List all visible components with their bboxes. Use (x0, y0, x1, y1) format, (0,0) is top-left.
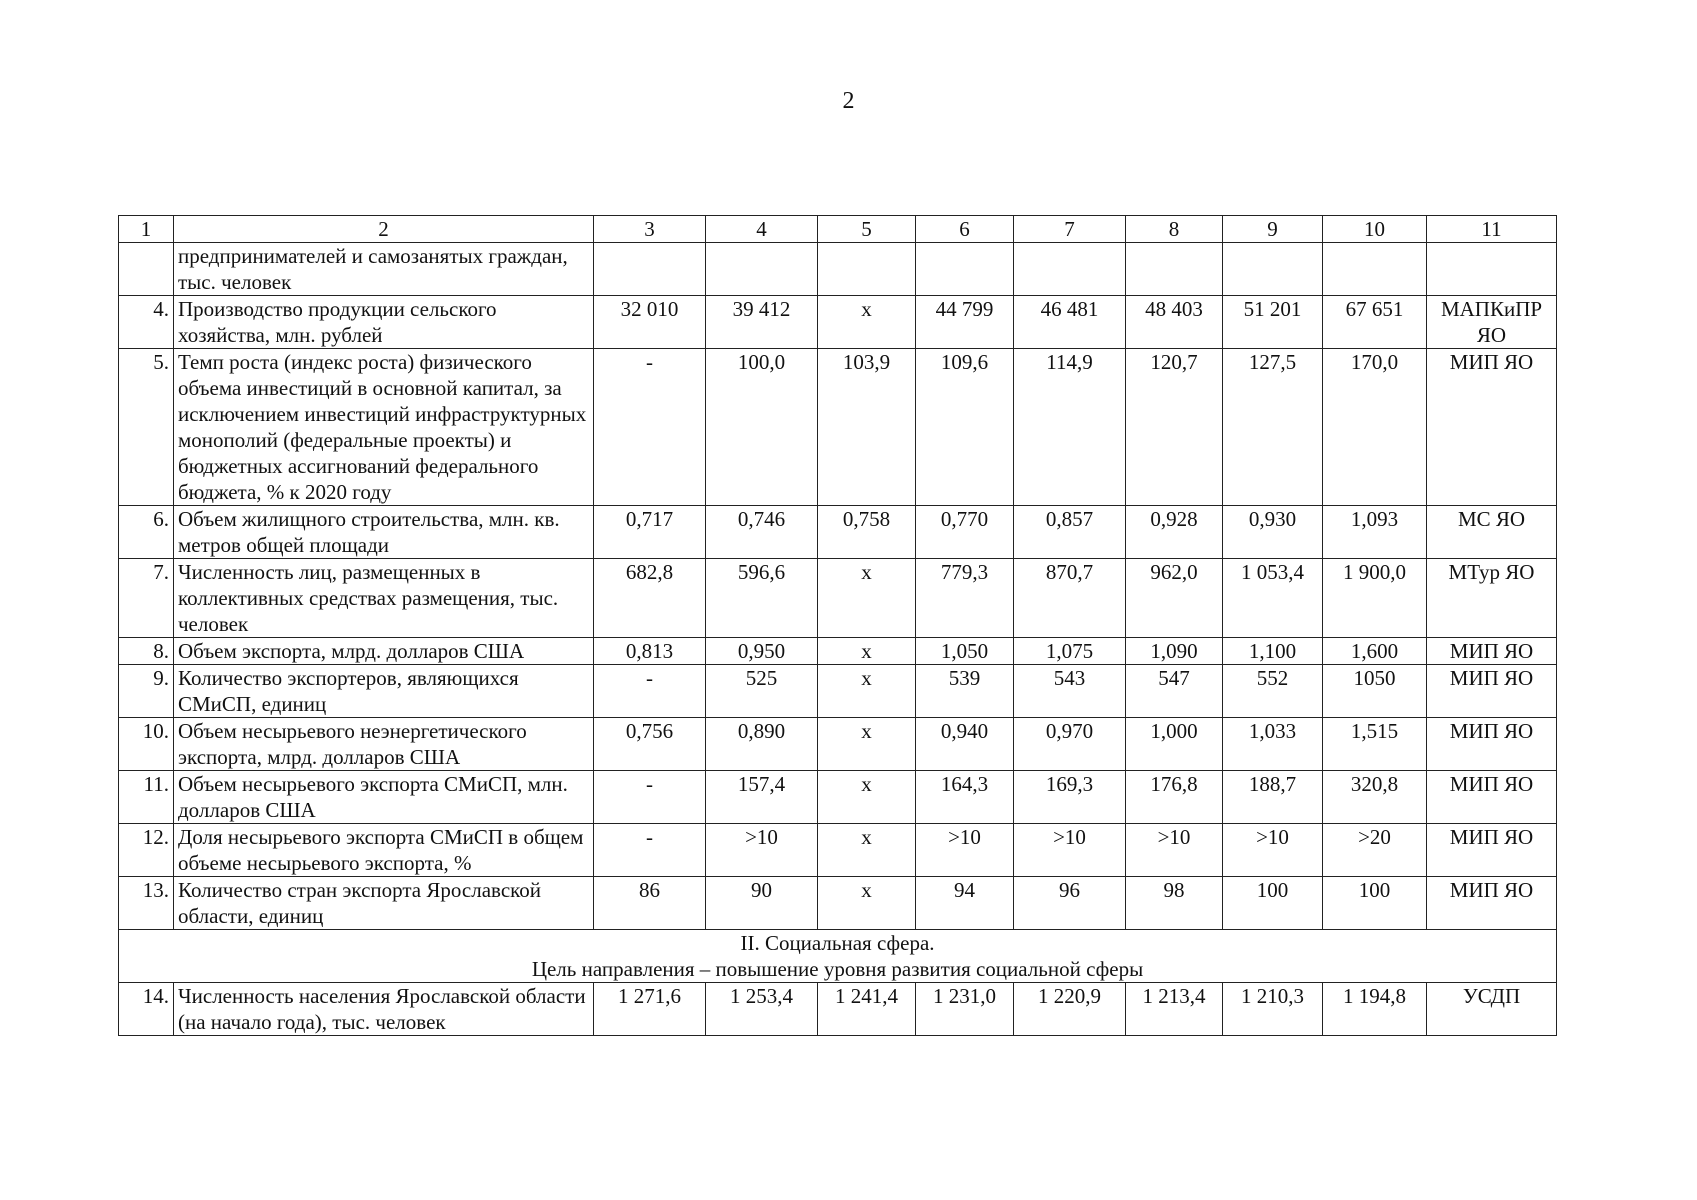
responsible-agency: МИП ЯО (1427, 718, 1557, 771)
row-number: 6. (119, 506, 174, 559)
value-col5: 0,758 (818, 506, 916, 559)
value-col9: 0,930 (1223, 506, 1323, 559)
value-col6: 0,940 (916, 718, 1014, 771)
value-col8: 962,0 (1126, 559, 1223, 638)
responsible-agency: МИП ЯО (1427, 771, 1557, 824)
indicator-name: Количество стран экспорта Ярославской области, единиц (174, 877, 594, 930)
responsible-agency: МС ЯО (1427, 506, 1557, 559)
value-col5: х (818, 877, 916, 930)
indicator-name: Объем жилищного строительства, млн. кв. метров общей площади (174, 506, 594, 559)
indicator-name: Численность населения Ярославской области (на начало года), тыс. человек (174, 983, 594, 1036)
row-number: 5. (119, 349, 174, 506)
value-col10: 1,093 (1323, 506, 1427, 559)
row-number: 4. (119, 296, 174, 349)
value-col4: 0,950 (706, 638, 818, 665)
value-col10: 1050 (1323, 665, 1427, 718)
value-col6: 1 231,0 (916, 983, 1014, 1036)
value-col3: - (594, 824, 706, 877)
value-col5: х (818, 559, 916, 638)
indicator-name: Объем экспорта, млрд. долларов США (174, 638, 594, 665)
value-col5 (818, 243, 916, 296)
responsible-agency: МИП ЯО (1427, 349, 1557, 506)
value-col10: 170,0 (1323, 349, 1427, 506)
value-col8: 120,7 (1126, 349, 1223, 506)
value-col6: >10 (916, 824, 1014, 877)
value-col7: 870,7 (1014, 559, 1126, 638)
value-col8: 176,8 (1126, 771, 1223, 824)
row-number: 10. (119, 718, 174, 771)
row-number: 12. (119, 824, 174, 877)
responsible-agency: УСДП (1427, 983, 1557, 1036)
table-row (119, 506, 1557, 559)
value-col9: 51 201 (1223, 296, 1323, 349)
indicators-table (118, 215, 1557, 1036)
value-col4: >10 (706, 824, 818, 877)
value-col10: 67 651 (1323, 296, 1427, 349)
row-number: 7. (119, 559, 174, 638)
value-col8: 48 403 (1126, 296, 1223, 349)
value-col9: 1,100 (1223, 638, 1323, 665)
value-col6 (916, 243, 1014, 296)
value-col10: 1,515 (1323, 718, 1427, 771)
section-header (119, 930, 1557, 983)
value-col4: 596,6 (706, 559, 818, 638)
column-number: 9 (1223, 216, 1323, 243)
value-col9: 1,033 (1223, 718, 1323, 771)
row-number: 13. (119, 877, 174, 930)
responsible-agency: МИП ЯО (1427, 877, 1557, 930)
value-col9: 1 053,4 (1223, 559, 1323, 638)
value-col10: 320,8 (1323, 771, 1427, 824)
value-col4 (706, 243, 818, 296)
section-goal: Цель направления – повышение уровня развития социальной сферы (531, 957, 1144, 981)
value-col9: >10 (1223, 824, 1323, 877)
value-col3: 682,8 (594, 559, 706, 638)
value-col3: 0,813 (594, 638, 706, 665)
column-number: 6 (916, 216, 1014, 243)
value-col7: 96 (1014, 877, 1126, 930)
value-col3: 0,717 (594, 506, 706, 559)
value-col3: 86 (594, 877, 706, 930)
indicator-name: предпринимателей и самозанятых граждан, тыс. человек (174, 243, 594, 296)
value-col4: 525 (706, 665, 818, 718)
row-number (119, 243, 174, 296)
value-col6: 44 799 (916, 296, 1014, 349)
value-col9 (1223, 243, 1323, 296)
value-col8: 98 (1126, 877, 1223, 930)
row-number: 8. (119, 638, 174, 665)
value-col4: 90 (706, 877, 818, 930)
value-col10 (1323, 243, 1427, 296)
value-col3: 32 010 (594, 296, 706, 349)
responsible-agency: МИП ЯО (1427, 665, 1557, 718)
value-col4: 39 412 (706, 296, 818, 349)
value-col6: 779,3 (916, 559, 1014, 638)
value-col9: 552 (1223, 665, 1323, 718)
value-col8: 1 213,4 (1126, 983, 1223, 1036)
column-number: 10 (1323, 216, 1427, 243)
table-row (119, 771, 1557, 824)
value-col8: 1,090 (1126, 638, 1223, 665)
value-col9: 188,7 (1223, 771, 1323, 824)
section-header-row (119, 930, 1557, 983)
value-col7: 1 220,9 (1014, 983, 1126, 1036)
column-number: 1 (119, 216, 174, 243)
column-number: 8 (1126, 216, 1223, 243)
value-col8: 547 (1126, 665, 1223, 718)
value-col10: 1 194,8 (1323, 983, 1427, 1036)
row-number: 14. (119, 983, 174, 1036)
value-col6: 94 (916, 877, 1014, 930)
value-col9: 1 210,3 (1223, 983, 1323, 1036)
table-row (119, 349, 1557, 506)
row-number: 9. (119, 665, 174, 718)
value-col8: 0,928 (1126, 506, 1223, 559)
value-col4: 1 253,4 (706, 983, 818, 1036)
table-row (119, 638, 1557, 665)
indicator-name: Доля несырьевого экспорта СМиСП в общем объеме несырьевого экспорта, % (174, 824, 594, 877)
value-col3: 0,756 (594, 718, 706, 771)
value-col10: 100 (1323, 877, 1427, 930)
value-col8 (1126, 243, 1223, 296)
table-row (119, 718, 1557, 771)
table-row (119, 296, 1557, 349)
indicator-name: Объем несырьевого неэнергетического экспорта, млрд. долларов США (174, 718, 594, 771)
table-row (119, 665, 1557, 718)
column-number: 2 (174, 216, 594, 243)
responsible-agency: МАПКиПР ЯО (1427, 296, 1557, 349)
value-col6: 0,770 (916, 506, 1014, 559)
column-number: 7 (1014, 216, 1126, 243)
value-col5: х (818, 638, 916, 665)
indicator-name: Численность лиц, размещенных в коллективных средствах размещения, тыс. человек (174, 559, 594, 638)
column-number-row (119, 216, 1557, 243)
value-col7: 543 (1014, 665, 1126, 718)
value-col5: х (818, 824, 916, 877)
indicator-name: Темп роста (индекс роста) физического объема инвестиций в основной капитал, за исключением инвестиций инфраструктурных монополий (федеральные проекты) и бюджетных ассигнований федерального бюджета, % к 2020 году (174, 349, 594, 506)
page-number: 2 (842, 88, 855, 114)
value-col3: - (594, 349, 706, 506)
column-number: 11 (1427, 216, 1557, 243)
value-col5: х (818, 718, 916, 771)
value-col4: 0,746 (706, 506, 818, 559)
column-number: 5 (818, 216, 916, 243)
value-col5: х (818, 771, 916, 824)
value-col7 (1014, 243, 1126, 296)
table-row (119, 243, 1557, 296)
responsible-agency (1427, 243, 1557, 296)
indicator-name: Объем несырьевого экспорта СМиСП, млн. долларов США (174, 771, 594, 824)
value-col3: 1 271,6 (594, 983, 706, 1036)
section-title: II. Социальная сфера. (740, 931, 935, 955)
value-col8: >10 (1126, 824, 1223, 877)
value-col8: 1,000 (1126, 718, 1223, 771)
table-row (119, 983, 1557, 1036)
column-number: 3 (594, 216, 706, 243)
value-col4: 157,4 (706, 771, 818, 824)
value-col7: 0,970 (1014, 718, 1126, 771)
value-col3: - (594, 771, 706, 824)
value-col3 (594, 243, 706, 296)
value-col6: 539 (916, 665, 1014, 718)
value-col5: х (818, 665, 916, 718)
value-col9: 127,5 (1223, 349, 1323, 506)
value-col7: 46 481 (1014, 296, 1126, 349)
indicator-name: Количество экспортеров, являющихся СМиСП, единиц (174, 665, 594, 718)
value-col9: 100 (1223, 877, 1323, 930)
value-col7: 169,3 (1014, 771, 1126, 824)
value-col5: 103,9 (818, 349, 916, 506)
responsible-agency: МТур ЯО (1427, 559, 1557, 638)
value-col4: 100,0 (706, 349, 818, 506)
value-col10: 1,600 (1323, 638, 1427, 665)
value-col5: х (818, 296, 916, 349)
value-col3: - (594, 665, 706, 718)
responsible-agency: МИП ЯО (1427, 638, 1557, 665)
value-col6: 1,050 (916, 638, 1014, 665)
value-col5: 1 241,4 (818, 983, 916, 1036)
value-col6: 164,3 (916, 771, 1014, 824)
value-col7: 0,857 (1014, 506, 1126, 559)
value-col7: 1,075 (1014, 638, 1126, 665)
indicator-name: Производство продукции сельского хозяйства, млн. рублей (174, 296, 594, 349)
value-col10: 1 900,0 (1323, 559, 1427, 638)
value-col6: 109,6 (916, 349, 1014, 506)
table-row (119, 824, 1557, 877)
responsible-agency: МИП ЯО (1427, 824, 1557, 877)
value-col4: 0,890 (706, 718, 818, 771)
value-col10: >20 (1323, 824, 1427, 877)
column-number: 4 (706, 216, 818, 243)
value-col7: 114,9 (1014, 349, 1126, 506)
row-number: 11. (119, 771, 174, 824)
value-col7: >10 (1014, 824, 1126, 877)
table-row (119, 559, 1557, 638)
table-row (119, 877, 1557, 930)
